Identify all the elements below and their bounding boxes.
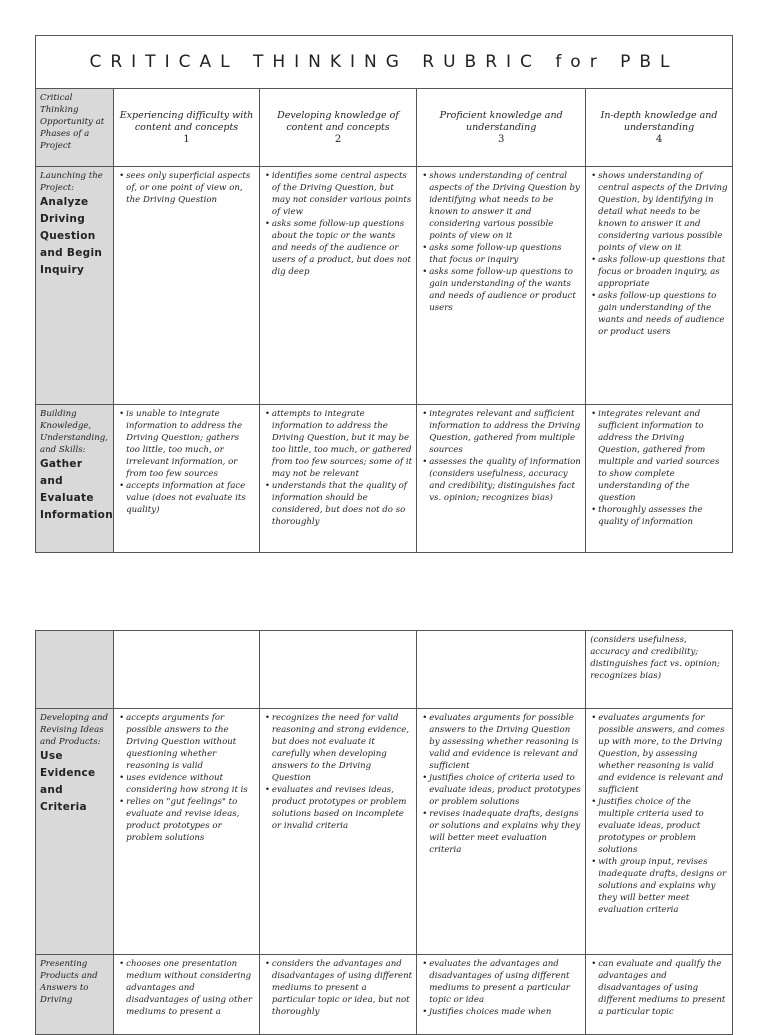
rubric-cell: • evaluates arguments for possible answers to the Driving Question by assessing whether reasoning is valid and evidence is relevant and sufficient • justifies choice of criteria used to evaluate ideas, product prototypes or problem solutions • revises inadequate drafts, designs or solutions and explains why they will better meet evaluation criteria [417, 709, 586, 955]
rubric-cell [417, 631, 586, 709]
rubric-cell: • considers the advantages and disadvantages of using different mediums to present a particular topic or idea, but not thoroughly [259, 955, 416, 1035]
rubric-cell: • evaluates arguments for possible answers, and comes up with more, to the Driving Question, by assessing whether reasoning is valid and evidence is relevant and sufficient • justifies choice of the multiple criteria used to evaluate ideas, product prototypes or problem solutions • with group input, revises inadequate drafts, designs or solutions and explains why they will better meet evaluation criteria [586, 709, 733, 955]
rubric-title: CRITICAL THINKING RUBRIC for PBL [36, 36, 733, 89]
rubric-cell: • integrates relevant and sufficient information to address the Driving Question, gathered from multiple sources • assesses the quality of information (considers usefulness, accuracy and credibility; distinguishes fact vs. opinion; recognizes bias) [417, 405, 586, 553]
rubric-cell: • is unable to integrate information to address the Driving Question; gathers too little, too much, or irrelevant information, or from too few sources • accepts information at face value (does not evaluate its quality) [114, 405, 260, 553]
level-3-header: Proficient knowledge and understanding 3 [417, 89, 586, 167]
rubric-cell: • attempts to integrate information to address the Driving Question, but it may be too little, too much, or gathered from too few sources; some of it may not be relevant • understands that the quality of information should be considered, but does not do so thoroughly [259, 405, 416, 553]
rubric-cell: • integrates relevant and sufficient information to address the Driving Question, gathered from multiple and varied sources to show complete understanding of the question • thoroughly assesses the quality of information [586, 405, 733, 553]
phase-cell-developing: Developing and Revising Ideas and Products: Use Evidence and Criteria [36, 709, 114, 955]
level-2-header: Developing knowledge of content and concepts 2 [259, 89, 416, 167]
rubric-cell [259, 631, 416, 709]
rubric-cell [114, 631, 260, 709]
phase-cell-presenting: Presenting Products and Answers to Driving [36, 955, 114, 1035]
rubric-cell-continuation: (considers usefulness, accuracy and credibility; distinguishes fact vs. opinion; recognizes bias) [586, 631, 733, 709]
rubric-table-page-2 [35, 630, 733, 1035]
phase-cell-empty [36, 631, 114, 709]
rubric-cell: • recognizes the need for valid reasoning and strong evidence, but does not evaluate it carefully when developing answers to the Driving Question • evaluates and revises ideas, product prototypes or problem solutions based on incomplete or invalid criteria [259, 709, 416, 955]
phase-cell-building: Building Knowledge, Understanding, and Skills: Gather and Evaluate Information [36, 405, 114, 553]
rubric-table-page-1 [35, 35, 733, 553]
rubric-cell: • evaluates the advantages and disadvantages of using different mediums to present a particular topic or idea • justifies choices made when [417, 955, 586, 1035]
level-4-header: In-depth knowledge and understanding 4 [586, 89, 733, 167]
rubric-cell: • shows understanding of central aspects of the Driving Question by identifying what needs to be known to answer it and considering various possible points of view on it • asks some follow-up questions that focus or inquiry • asks some follow-up questions to gain understanding of the wants and needs of audience or product users [417, 167, 586, 405]
rubric-cell: • identifies some central aspects of the Driving Question, but may not consider various points of view • asks some follow-up questions about the topic or the wants and needs of the audience or users of a product, but does not dig deep [259, 167, 416, 405]
rubric-cell: • accepts arguments for possible answers to the Driving Question without questioning whether reasoning is valid • uses evidence without considering how strong it is • relies on "gut feelings" to evaluate and revise ideas, product prototypes or problem solutions [114, 709, 260, 955]
rubric-cell: • chooses one presentation medium without considering advantages and disadvantages of using other mediums to present a [114, 955, 260, 1035]
phase-cell-launching: Launching the Project: Analyze Driving Question and Begin Inquiry [36, 167, 114, 405]
phase-column-header: Critical Thinking Opportunity at Phases of a Project [36, 89, 114, 167]
rubric-cell: • shows understanding of central aspects of the Driving Question, by identifying in detail what needs to be known to answer it and considering various possible points of view on it • asks follow-up questions that focus or broaden inquiry, as appropriate • asks follow-up questions to gain understanding of the wants and needs of audience or product users [586, 167, 733, 405]
rubric-cell: • sees only superficial aspects of, or one point of view on, the Driving Question [114, 167, 260, 405]
level-1-header: Experiencing difficulty with content and concepts 1 [114, 89, 260, 167]
rubric-cell: • can evaluate and qualify the advantages and disadvantages of using different mediums to present a particular topic [586, 955, 733, 1035]
